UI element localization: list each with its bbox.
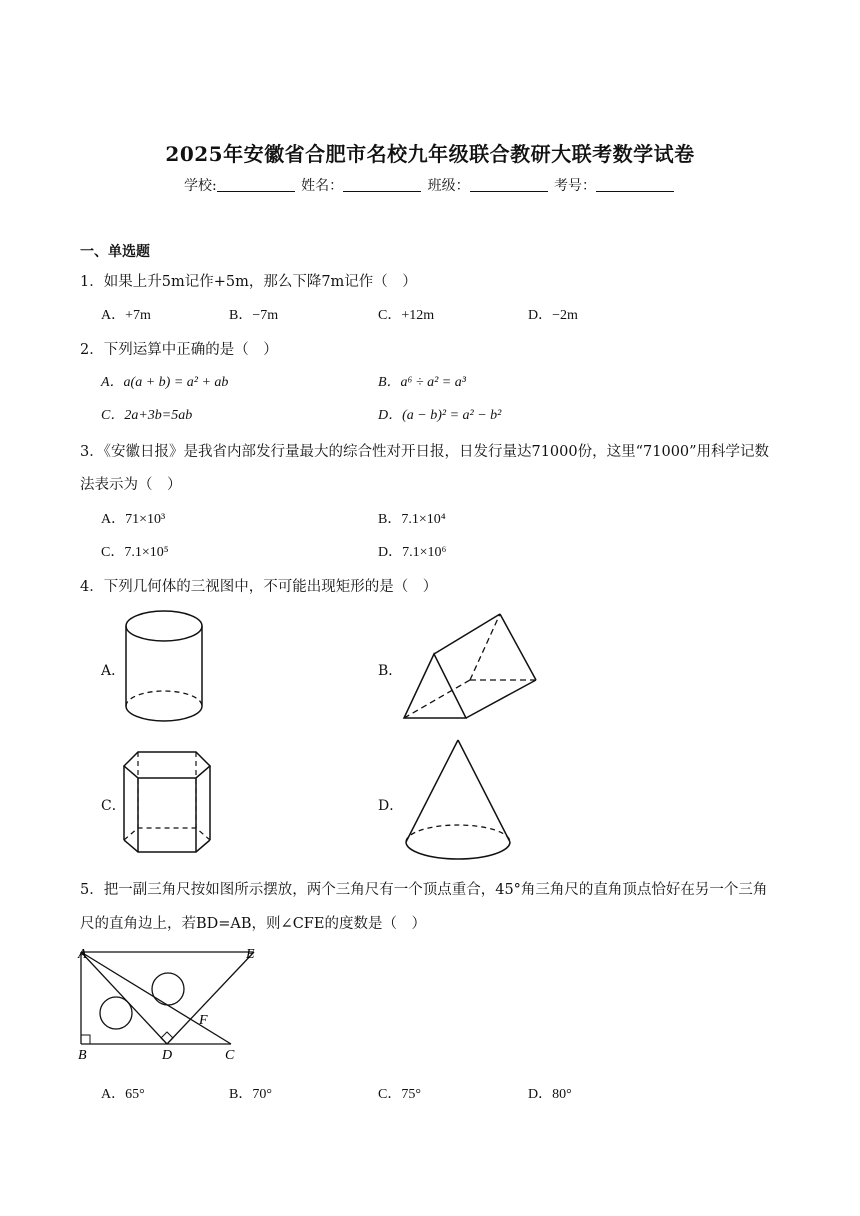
q1-option-b[interactable]: B．−7m (229, 308, 279, 323)
q5-option-c[interactable]: C．75° (378, 1087, 421, 1102)
exam-no-label: 考号： (554, 178, 597, 194)
triangle-rulers-figure (74, 942, 264, 1064)
name-blank[interactable] (343, 177, 421, 192)
section-heading: 一、单选题 (80, 244, 150, 260)
q4-option-b-label[interactable]: B． (378, 663, 403, 679)
point-e-label: E (246, 947, 255, 962)
cone-figure (400, 738, 516, 864)
q4-option-d-label[interactable]: D． (378, 798, 404, 814)
q4-option-a-label[interactable]: A． (101, 663, 126, 679)
question-1-stem: 1．如果上升5m记作+5m，那么下降7m记作（ ） (80, 274, 417, 290)
question-3-stem-line1: 3．《安徽日报》是我省内部发行量最大的综合性对开日报，日发行量达71000份，这里“71000”用科学记数 (80, 444, 770, 460)
point-d-label: D (162, 1048, 173, 1063)
q3-option-c[interactable]: C．7.1×10⁵ (101, 545, 169, 560)
exam-no-blank[interactable] (596, 177, 674, 192)
q5-option-b[interactable]: B．70° (229, 1087, 272, 1102)
class-blank[interactable] (470, 177, 548, 192)
school-label: 学校: (183, 178, 217, 194)
question-3-stem-line2: 法表示为（ ） (80, 477, 182, 493)
hexagonal-prism-figure (120, 748, 216, 856)
q1-option-c[interactable]: C．+12m (378, 308, 435, 323)
q3-option-a[interactable]: A．71×10³ (101, 512, 166, 527)
q1-option-d[interactable]: D．−2m (528, 308, 578, 323)
name-label: 姓名： (301, 178, 344, 194)
q2-option-d[interactable]: D．(a − b)² = a² − b² (378, 408, 502, 423)
student-info-line (0, 175, 860, 195)
q1-option-a[interactable]: A．+7m (101, 308, 151, 323)
q2-option-b[interactable]: B．a⁶ ÷ a² = a³ (378, 375, 466, 390)
q2-option-a[interactable]: A．a(a + b) = a² + ab (101, 375, 229, 390)
triangular-prism-figure (400, 612, 540, 722)
question-2-stem: 2．下列运算中正确的是（ ） (80, 342, 278, 358)
q5-option-d[interactable]: D．80° (528, 1087, 572, 1102)
class-label: 班级： (427, 178, 470, 194)
school-blank[interactable] (217, 177, 295, 192)
q3-option-b[interactable]: B．7.1×10⁴ (378, 512, 446, 527)
q4-option-c-label[interactable]: C． (101, 798, 126, 814)
point-b-label: B (78, 1048, 87, 1063)
question-5-stem-line1: 5．把一副三角尺按如图所示摆放，两个三角尺有一个顶点重合，45°角三角尺的直角顶点恰好在另一个三角 (80, 882, 768, 898)
cylinder-figure (120, 608, 210, 728)
q3-option-d[interactable]: D．7.1×10⁶ (378, 545, 447, 560)
q2-option-c[interactable]: C．2a+3b=5ab (101, 408, 193, 423)
point-c-label: C (225, 1048, 235, 1063)
q5-option-a[interactable]: A．65° (101, 1087, 145, 1102)
question-4-stem: 4．下列几何体的三视图中，不可能出现矩形的是（ ） (80, 579, 438, 595)
point-f-label: F (199, 1013, 208, 1028)
point-a-label: A (78, 947, 87, 962)
page-title: 2025年安徽省合肥市名校九年级联合教研大联考数学试卷 (165, 142, 695, 166)
question-5-stem-line2: 尺的直角边上，若BD=AB，则∠CFE的度数是（ ） (80, 916, 426, 932)
